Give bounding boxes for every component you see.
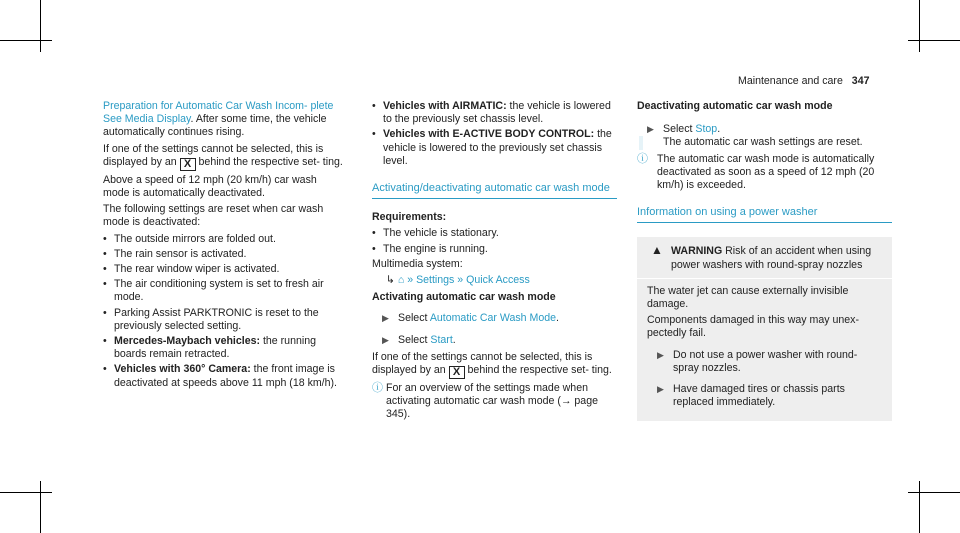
- step-arrow-icon: ▶: [647, 124, 654, 135]
- step-arrow-icon: ▶: [657, 384, 664, 395]
- vehicle-list: [372, 100, 617, 168]
- crop-mark: [919, 481, 920, 533]
- list-item: • Vehicles with 360° Camera: the front image is deactivated at speeds above 11 mph (18 km/h).: [103, 363, 345, 389]
- x-symbol-icon: X: [180, 158, 196, 171]
- list-item: • The engine is running.: [372, 243, 617, 256]
- start-link[interactable]: Start: [430, 333, 453, 346]
- requirements-label: Requirements:: [372, 211, 447, 224]
- step: ▶ Select Start.: [382, 333, 456, 346]
- info-icon: ⓘ: [372, 382, 383, 395]
- step: ▶ Select Automatic Car Wash Mode.: [382, 312, 559, 325]
- home-icon[interactable]: ⌂: [397, 274, 405, 287]
- running-header: [738, 75, 938, 88]
- warning-header: ▲ WARNING Risk of an accident when using power washers with round-spray nozzles: [637, 237, 892, 278]
- info-icon: ⓘ: [637, 152, 648, 165]
- menu-path: [372, 274, 617, 287]
- step-arrow-icon: ▶: [382, 313, 389, 324]
- warning-paragraph: The water jet can cause externally invisible damage.: [647, 284, 849, 311]
- list-item: • The air conditioning system is set to fresh air mode.: [103, 278, 345, 304]
- crop-mark: [0, 492, 52, 493]
- list-item: • Vehicles with AIRMATIC: the vehicle is lowered to the previously set chassis level.: [372, 100, 617, 126]
- list-item: • Parking Assist PARKTRONIC is reset to the previously selected setting.: [103, 307, 345, 333]
- requirements-list: [372, 227, 617, 255]
- automatic-car-wash-mode-link[interactable]: Automatic Car Wash Mode: [429, 312, 557, 325]
- subheading: Activating automatic car wash mode: [372, 291, 556, 304]
- note: ⓘ For an overview of the settings made when activating automatic car wash mode (→ page 345).: [372, 382, 598, 421]
- settings-link[interactable]: Settings: [416, 274, 455, 287]
- crop-mark: [919, 0, 920, 52]
- page-number: 347: [851, 75, 870, 87]
- warning-label: WARNING: [671, 245, 723, 258]
- warning-paragraph: Components damaged in this way may unex- pectedly fail.: [647, 314, 859, 340]
- reset-list: [103, 233, 345, 390]
- intro-link[interactable]: Preparation for Automatic Car Wash Incom- plete See Media Display: [103, 100, 334, 126]
- step-arrow-icon: ▶: [657, 349, 664, 360]
- list-item: • Mercedes-Maybach vehicles: the running boards remain retracted.: [103, 335, 345, 361]
- stop-link[interactable]: Stop: [695, 123, 718, 136]
- list-item: • The vehicle is stationary.: [372, 227, 617, 240]
- note: ⓘ The automatic car wash mode is automatically deactivated as soon as a speed of 12 mph (20 km/h) is exceeded.: [637, 152, 875, 192]
- x-symbol-icon: X: [449, 366, 465, 379]
- intro-paragraph: Preparation for Automatic Car Wash Incom- plete See Media Display. After some time, the vehicle automatically continues rising.: [103, 100, 334, 139]
- warning-box: [637, 237, 892, 421]
- subheading: Deactivating automatic car wash mode: [637, 100, 833, 112]
- double-chevron-icon: »: [457, 274, 464, 287]
- step: ▶ Do not use a power washer with round- spray nozzles.: [657, 348, 858, 374]
- header-title: Maintenance and care: [738, 75, 843, 87]
- list-item: • The rain sensor is activated.: [103, 248, 345, 261]
- step-arrow-icon: ▶: [382, 334, 389, 345]
- step: ▶ Select Stop.: [647, 123, 721, 136]
- crop-mark: [908, 492, 960, 493]
- settings-paragraph: If one of the settings cannot be selected, this is displayed by an X behind the respective set- ting.: [372, 350, 612, 379]
- path-arrow-icon: ↳: [386, 274, 395, 287]
- double-chevron-icon: »: [407, 274, 414, 287]
- step-result: The automatic car wash settings are reset.: [639, 136, 892, 149]
- column-2: [372, 100, 617, 426]
- column-1: [103, 100, 345, 392]
- list-item: • The outside mirrors are folded out.: [103, 233, 345, 246]
- speed-paragraph: Above a speed of 12 mph (20 km/h) car wash mode is automatically deactivated.: [103, 173, 317, 200]
- system-label: Multimedia system:: [372, 257, 463, 270]
- reset-paragraph: The following settings are reset when car wash mode is deactivated:: [103, 203, 324, 229]
- section-heading: Activating/deactivating automatic car wash mode: [372, 182, 617, 199]
- warning-triangle-icon: ▲: [651, 243, 663, 258]
- section-heading: Information on using a power washer: [637, 206, 892, 223]
- list-item: • The rear window wiper is activated.: [103, 263, 345, 276]
- quick-access-link[interactable]: Quick Access: [466, 274, 530, 287]
- crop-mark: [40, 481, 41, 533]
- crop-mark: [908, 40, 960, 41]
- crop-mark: [40, 0, 41, 52]
- step: ▶ Have damaged tires or chassis parts replaced immediately.: [657, 383, 845, 409]
- crop-mark: [0, 40, 52, 41]
- column-3: [637, 100, 892, 421]
- list-item: • Vehicles with E-ACTIVE BODY CONTROL: the vehicle is lowered to the previously set chassis level.: [372, 128, 617, 168]
- settings-paragraph: If one of the settings cannot be selected, this is displayed by an X behind the respective set- ting.: [103, 142, 343, 170]
